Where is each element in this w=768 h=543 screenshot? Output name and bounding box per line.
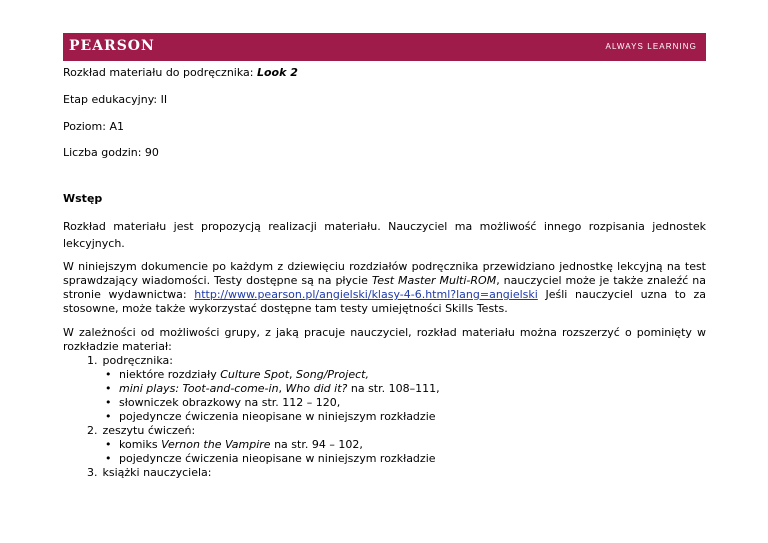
book-title: Look 2 [256,66,298,79]
header-tagline: ALWAYS LEARNING [605,42,697,51]
sub-list-item [105,410,440,424]
sub-text: , [278,382,286,395]
sub-text-italic: Vernon the Vampire [161,438,271,451]
education-stage: Etap edukacyjny: II [63,93,168,106]
list-number: 3. [87,466,98,479]
hours: Liczba godzin: 90 [63,146,159,159]
sub-text: na str. 108–111, [347,382,440,395]
pearson-link[interactable]: http://www.pearson.pl/angielski/klasy-4-6.html?lang=angielski [194,288,538,301]
bullet-icon: • [105,368,112,381]
sub-text: komiks [119,438,162,451]
sub-text: słowniczek obrazkowy na str. 112 – 120, [119,396,341,409]
sub-list-item [105,452,440,466]
sub-list-item [105,382,440,396]
sub-text-italic: Song/Project, [296,368,369,381]
sub-text-italic: mini plays: Toot-and-come-in [119,382,279,395]
page-header-bar [63,33,706,61]
title-prefix: Rozkład materiału do podręcznika: [63,66,257,79]
intro-paragraph-2 [63,260,706,316]
list-item [77,354,440,424]
sub-list-item [105,368,440,382]
title-line [63,65,298,80]
bullet-icon: • [105,410,112,423]
materials-list [77,354,440,480]
p2-text-a: W niniejszym dokumencie po każdym z dziewięciu rozdziałów podręcznika przewidziano jednostkę lekcyjną na test sprawdzający wiadomości. Testy dostępne są na płycie [63,260,706,287]
list-item [77,466,440,480]
pearson-logo: PEARSON [69,38,155,54]
test-master-title: Test Master Multi-ROM [371,274,497,287]
sub-text: pojedyncze ćwiczenia nieopisane w niniejszym rozkładzie [119,452,436,465]
list-label: książki nauczyciela: [102,466,212,479]
sub-text: pojedyncze ćwiczenia nieopisane w niniejszym rozkładzie [119,410,436,423]
bullet-icon: • [105,438,112,451]
list-label: podręcznika: [102,354,173,367]
sub-list-item [105,438,440,452]
level: Poziom: A1 [63,120,124,133]
sub-text-italic: Who did it? [285,382,348,395]
list-item [77,424,440,466]
sub-text: , [289,368,297,381]
sub-list [87,438,440,466]
sub-text-italic: Culture Spot [220,368,290,381]
bullet-icon: • [105,396,112,409]
p2-text-d: Jeśli nauczyciel uzna to za stosowne, może także wykorzystać dostępne tam testy umiejętności Skills Tests. [63,288,707,315]
list-label: zeszytu ćwiczeń: [102,424,196,437]
bullet-icon: • [105,452,112,465]
sub-text: niektóre rozdziały [119,368,221,381]
sub-list [87,368,440,424]
list-number: 1. [87,354,98,367]
intro-paragraph-3: W zależności od możliwości grupy, z jaką pracuje nauczyciel, rozkład materiału można rozszerzyć o pominięty w rozkładzie materiał: [63,326,706,353]
section-heading: Wstęp [63,192,103,205]
sub-text: na str. 94 – 102, [270,438,363,451]
bullet-icon: • [105,382,112,395]
sub-list-item [105,396,440,410]
p2-text-c: , nauczyciel może je także znaleźć na stronie wydawnictwa: [63,274,706,301]
list-number: 2. [87,424,98,437]
intro-paragraph-1: Rozkład materiału jest propozycją realizacji materiału. Nauczyciel ma możliwość innego rozpisania jednostek lekcyjnych. [63,220,706,250]
